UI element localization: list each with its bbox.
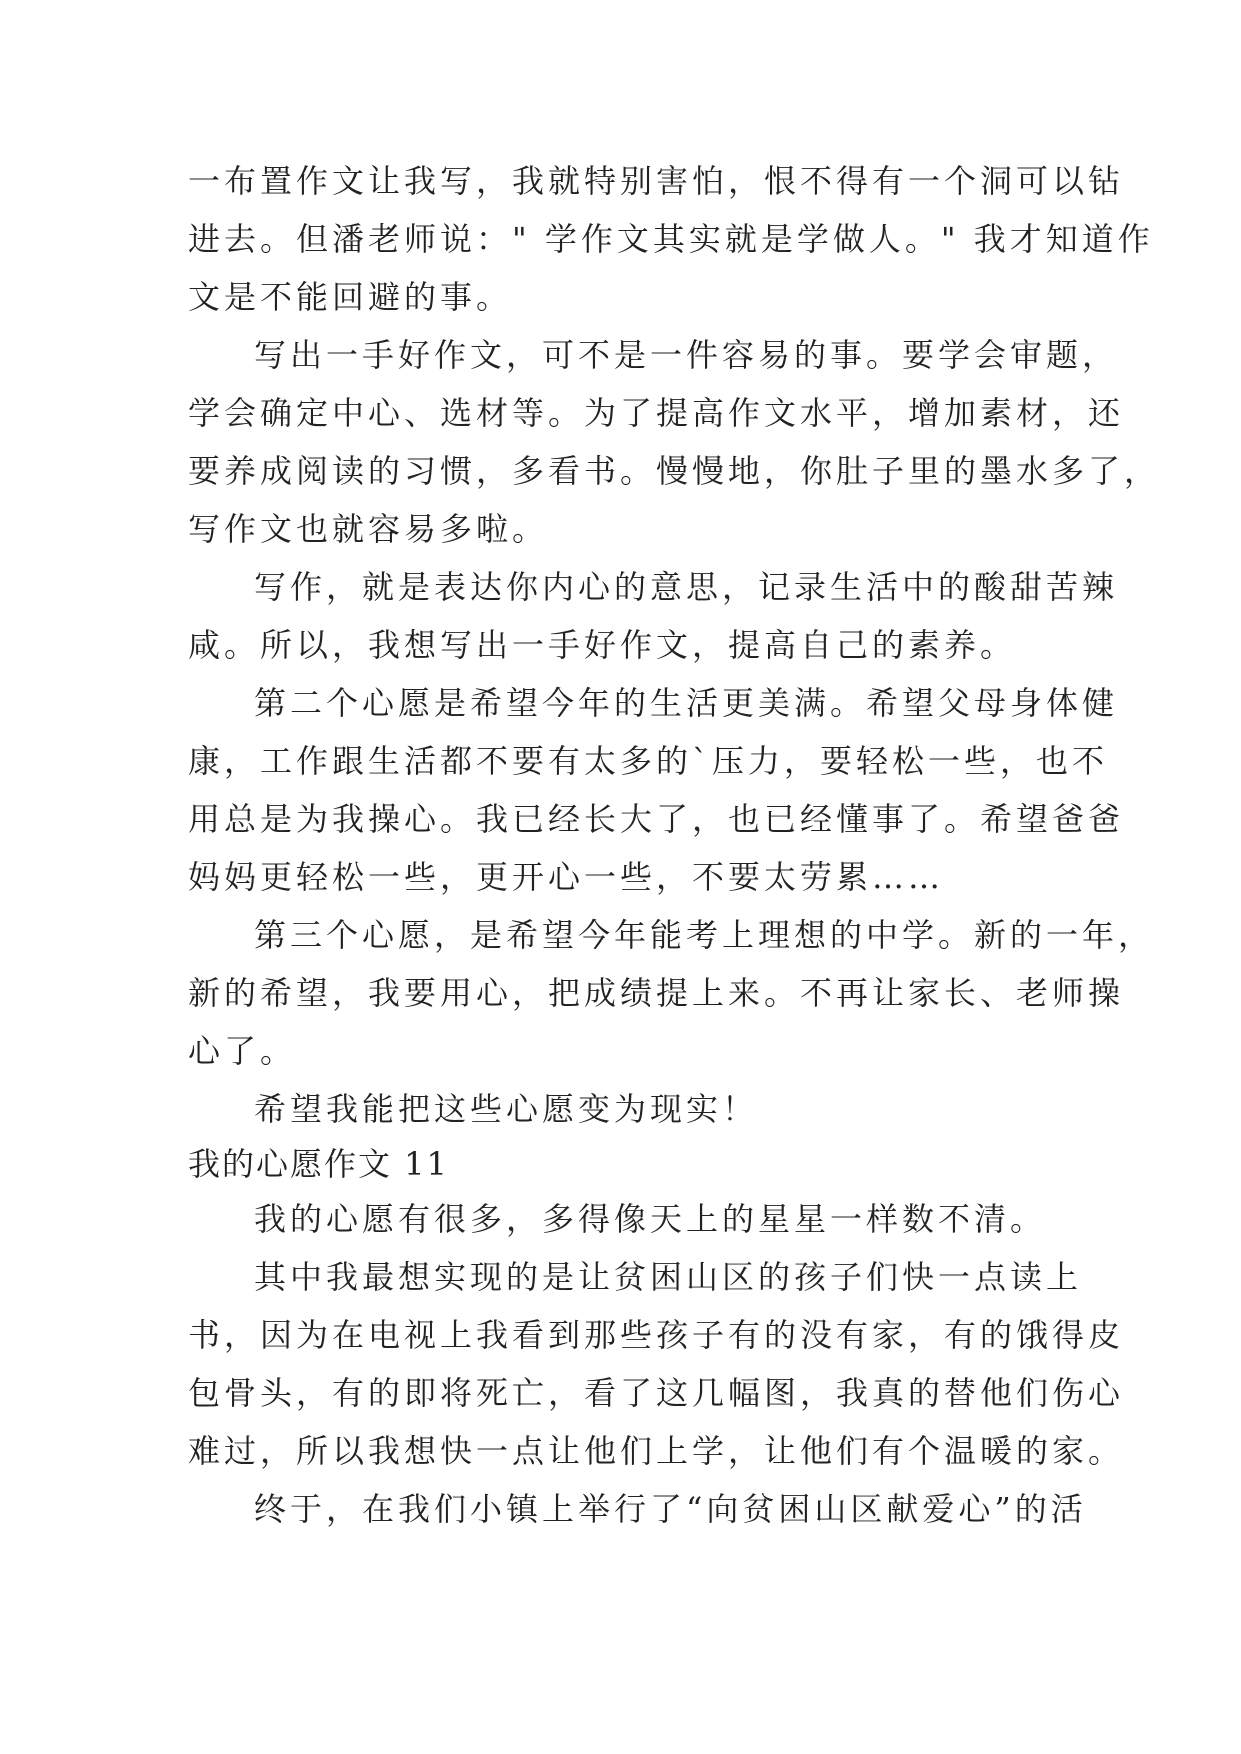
text-line: 新的希望，我要用心，把成绩提上来。不再让家长、老师操 bbox=[188, 974, 1125, 1012]
text-line: 用总是为我操心。我已经长大了，也已经懂事了。希望爸爸 bbox=[188, 800, 1125, 838]
text-line: 康，工作跟生活都不要有太多的`压力，要轻松一些，也不 bbox=[188, 742, 1109, 780]
text-line: 其中我最想实现的是让贫困山区的孩子们快一点读上 bbox=[254, 1258, 1083, 1296]
text-line: 要养成阅读的习惯，多看书。慢慢地，你肚子里的墨水多了， bbox=[188, 452, 1161, 490]
text-line: 学会确定中心、选材等。为了提高作文水平，增加素材，还 bbox=[188, 394, 1125, 432]
text-line: 进去。但潘老师说：" 学作文其实就是学做人。" 我才知道作 bbox=[188, 220, 1154, 258]
text-line: 难过，所以我想快一点让他们上学，让他们有个温暖的家。 bbox=[188, 1432, 1125, 1470]
text-line: 第三个心愿，是希望今年能考上理想的中学。新的一年， bbox=[254, 916, 1155, 954]
text-line: 终于，在我们小镇上举行了“向贫困山区献爱心”的活 bbox=[254, 1490, 1087, 1528]
text-line: 文是不能回避的事。 bbox=[188, 278, 513, 316]
text-line: 一布置作文让我写，我就特别害怕，恨不得有一个洞可以钻 bbox=[188, 162, 1125, 200]
text-line: 咸。所以，我想写出一手好作文，提高自己的素养。 bbox=[188, 626, 1017, 664]
text-line: 书，因为在电视上我看到那些孩子有的没有家，有的饿得皮 bbox=[188, 1316, 1125, 1354]
document-body bbox=[188, 152, 1161, 1538]
text-line: 写作文也就容易多啦。 bbox=[188, 510, 549, 548]
text-line: 第二个心愿是希望今年的生活更美满。希望父母身体健 bbox=[254, 684, 1119, 722]
section-heading: 我的心愿作文 11 bbox=[188, 1145, 449, 1183]
text-line: 心了。 bbox=[188, 1032, 297, 1070]
text-line: 妈妈更轻松一些，更开心一些，不要太劳累…… bbox=[188, 858, 945, 896]
text-line: 希望我能把这些心愿变为现实！ bbox=[254, 1090, 759, 1128]
text-line: 写出一手好作文，可不是一件容易的事。要学会审题， bbox=[254, 336, 1119, 374]
text-line: 包骨头，有的即将死亡，看了这几幅图，我真的替他们伤心 bbox=[188, 1374, 1125, 1412]
text-line: 写作，就是表达你内心的意思，记录生活中的酸甜苦辣 bbox=[254, 568, 1119, 606]
text-line: 我的心愿有很多，多得像天上的星星一样数不清。 bbox=[254, 1200, 1047, 1238]
